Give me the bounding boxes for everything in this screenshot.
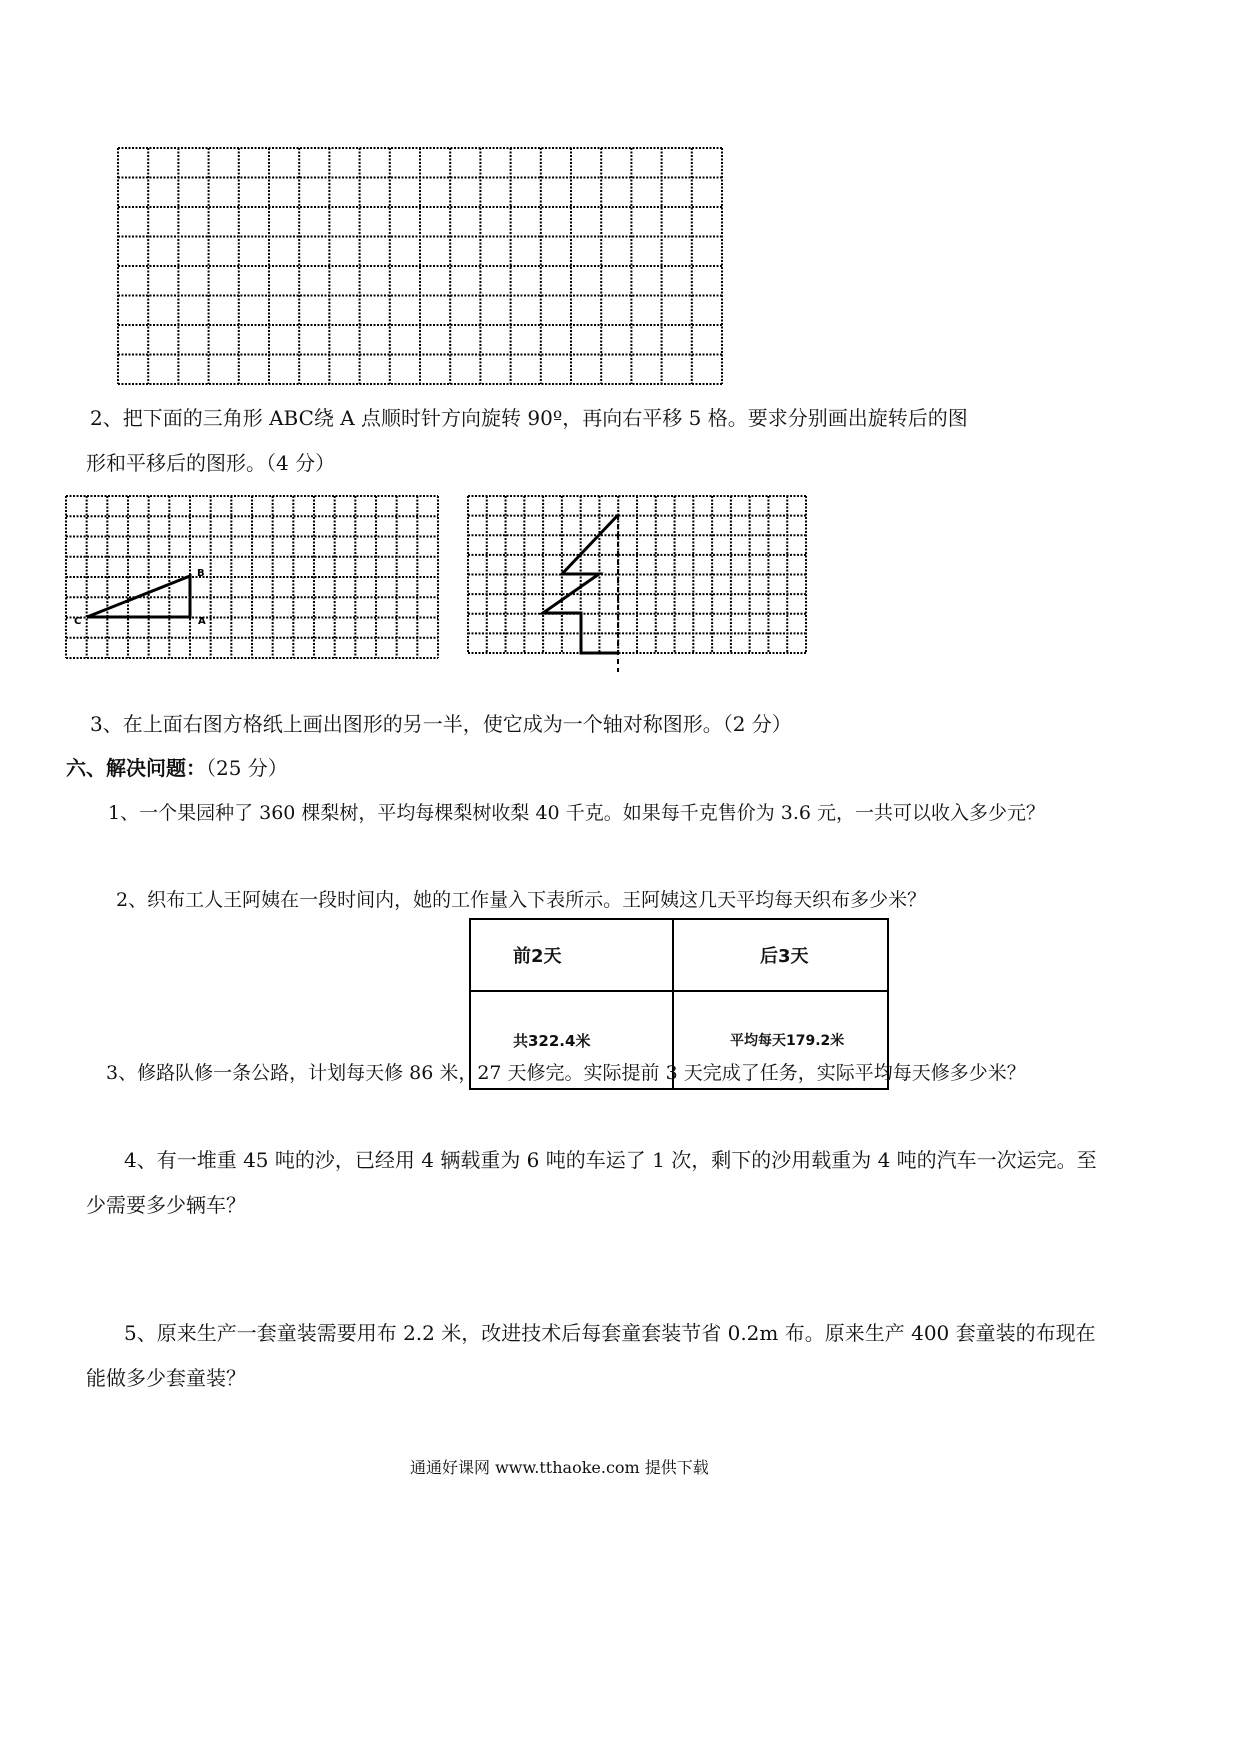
question-5-2-line2: 形和平移后的图形。（4 分） — [86, 451, 336, 475]
vertex-label-b: B — [197, 568, 205, 579]
section-6-points: （25 分） — [206, 756, 288, 780]
table-header-first-2-days: 前2天 — [470, 919, 673, 991]
triangle-grid — [66, 496, 438, 658]
question-5-2-line1: 2、把下面的三角形 ABC绕 A 点顺时针方向旋转 90º，再向右平移 5 格。要求分别画出旋转后的图 — [90, 406, 968, 430]
blank-grid-top — [118, 148, 722, 384]
section-6-heading — [66, 754, 288, 782]
vertex-label-c: C — [74, 616, 82, 627]
problem-1: 1、一个果园种了 360 棵梨树，平均每棵梨树收梨 40 千克。如果每千克售价为 3.6 元，一共可以收入多少元？ — [108, 802, 1045, 824]
problem-5-line2: 能做多少套童装？ — [86, 1366, 246, 1390]
section-6-title: 六、解决问题： — [66, 756, 206, 780]
symmetry-grid — [468, 496, 806, 674]
table-header-last-3-days: 后3天 — [673, 919, 888, 991]
table-value-last-3-days: 平均每天179.2米 — [673, 991, 888, 1089]
table-value-first-2-days: 共322.4米 — [470, 991, 673, 1089]
vertex-label-a: A — [198, 616, 206, 627]
problem-4-line2: 少需要多少辆车？ — [86, 1193, 246, 1217]
question-5-3: 3、在上面右图方格纸上画出图形的另一半，使它成为一个轴对称图形。（2 分） — [90, 712, 792, 736]
problem-3: 3、修路队修一条公路，计划每天修 86 米，27 天修完。实际提前 3 天完成了任务，实际平均每天修多少米？ — [106, 1062, 1026, 1084]
problem-4-line1: 4、有一堆重 45 吨的沙，已经用 4 辆载重为 6 吨的车运了 1 次，剩下的沙用载重为 4 吨的汽车一次运完。至 — [124, 1148, 1097, 1172]
problem-2: 2、织布工人王阿姨在一段时间内，她的工作量入下表所示。王阿姨这几天平均每天织布多少米？ — [116, 889, 927, 911]
problem-5-line1: 5、原来生产一套童装需要用布 2.2 米，改进技术后每套童套装节省 0.2m 布。原来生产 400 套童装的布现在 — [124, 1321, 1096, 1345]
footer-source: 通通好课网 www.tthaoke.com 提供下载 — [410, 1458, 709, 1477]
